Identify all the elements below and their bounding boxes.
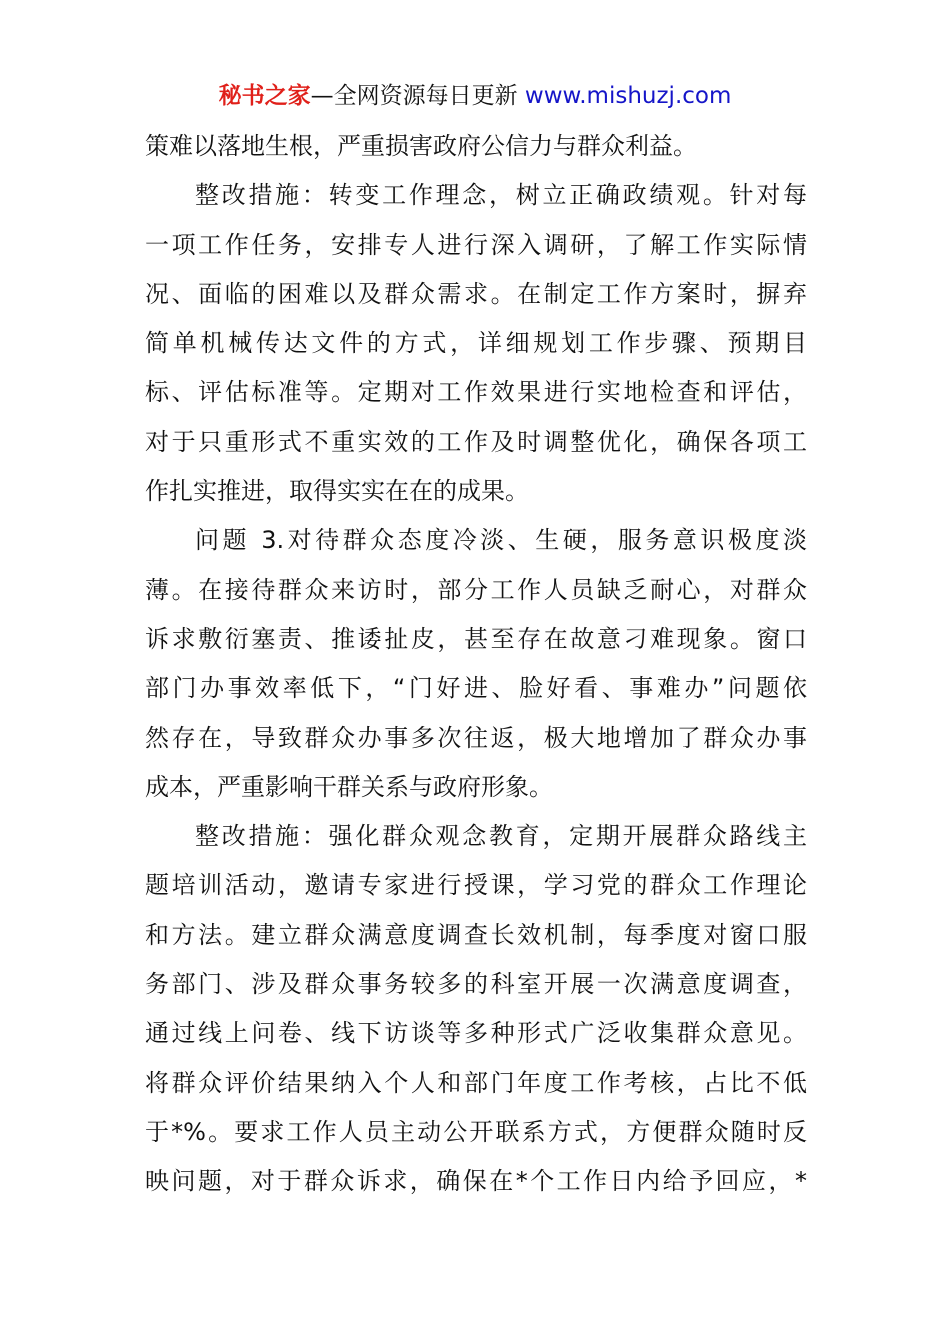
text-line: 成本，严重影响干群关系与政府形象。 <box>145 772 553 801</box>
site-url-link[interactable]: www.mishuzj.com <box>524 83 732 109</box>
text-line: 一项工作任务，安排专人进行深入调研，了解工作实际情 <box>145 230 807 259</box>
text-line: 薄。在接待群众来访时，部分工作人员缺乏耐心，对群众 <box>145 575 807 604</box>
text-line: 策难以落地生根，严重损害政府公信力与群众利益。 <box>145 132 697 160</box>
brand-name: 秘书之家 <box>218 83 311 109</box>
text-line: 通过线上问卷、线下访谈等多种形式广泛收集群众意见。 <box>145 1019 807 1048</box>
page-header <box>0 80 950 112</box>
text-line: 和方法。建立群众满意度调查长效机制，每季度对窗口服 <box>145 920 807 949</box>
text-line: 映问题，对于群众诉求，确保在*个工作日内给予回应，* <box>145 1167 807 1196</box>
text-line: 于*%。要求工作人员主动公开联系方式，方便群众随时反 <box>145 1117 807 1146</box>
text-line: 简单机械传达文件的方式，详细规划工作步骤、预期目 <box>145 329 807 358</box>
text-line: 部门办事效率低下，“门好进、脸好看、事难办”问题依 <box>145 674 807 703</box>
text-line: 然存在，导致群众办事多次往返，极大地增加了群众办事 <box>145 723 807 752</box>
text-line: 将群众评价结果纳入个人和部门年度工作考核，占比不低 <box>145 1068 807 1097</box>
text-line: 题培训活动，邀请专家进行授课，学习党的群众工作理论 <box>145 871 807 900</box>
document-body <box>145 122 807 1207</box>
text-line: 诉求敷衍塞责、推诿扯皮，甚至存在故意刁难现象。窗口 <box>145 624 807 653</box>
text-line: 务部门、涉及群众事务较多的科室开展一次满意度调查， <box>145 970 807 999</box>
text-line: 标、评估标准等。定期对工作效果进行实地检查和评估， <box>145 378 807 407</box>
text-line: 作扎实推进，取得实实在在的成果。 <box>145 477 529 506</box>
text-line: 整改措施：强化群众观念教育，定期开展群众路线主 <box>195 822 807 851</box>
text-line: 问题 3.对待群众态度冷淡、生硬，服务意识极度淡 <box>195 526 807 555</box>
text-line: 况、面临的困难以及群众需求。在制定工作方案时，摒弃 <box>145 279 807 308</box>
header-tagline: —全网资源每日更新 <box>310 83 525 109</box>
text-line: 对于只重形式不重实效的工作及时调整优化，确保各项工 <box>145 427 807 456</box>
text-line: 整改措施：转变工作理念，树立正确政绩观。针对每 <box>195 181 807 210</box>
